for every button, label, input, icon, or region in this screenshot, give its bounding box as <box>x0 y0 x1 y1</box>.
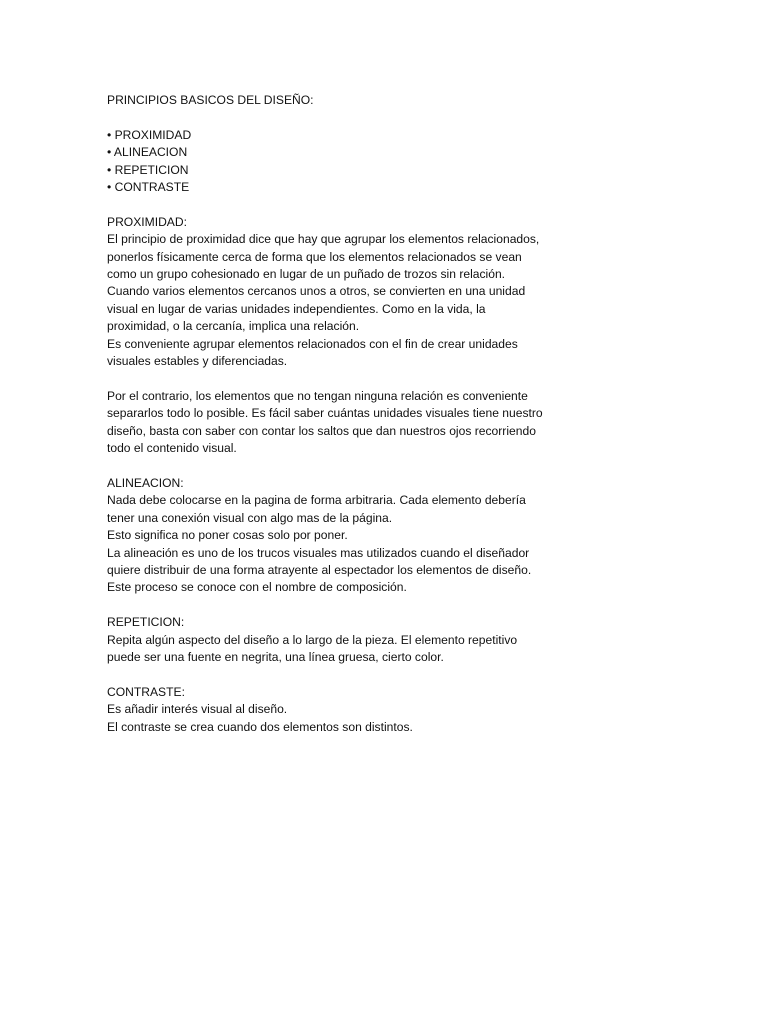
paragraph-line: proximidad, o la cercanía, implica una relación. <box>107 319 360 334</box>
paragraph-line: Es añadir interés visual al diseño. <box>107 702 288 717</box>
document-page <box>107 92 547 736</box>
section-proximidad <box>107 214 547 458</box>
spacer <box>107 196 547 213</box>
list-item-alineacion: • ALINEACION <box>107 145 188 160</box>
paragraph-line: El contraste se crea cuando dos elementos son distintos. <box>107 719 413 734</box>
spacer <box>107 370 547 387</box>
list-item-repeticion: • REPETICION <box>107 162 189 177</box>
paragraph-line: quiere distribuir de una forma atrayente al espectador los elementos de diseño. <box>107 562 532 577</box>
paragraph-line: como un grupo cohesionado en lugar de un puñado de trozos sin relación. <box>107 267 506 282</box>
paragraph-line: Cuando varios elementos cercanos unos a otros, se convierten en una unidad <box>107 284 526 299</box>
paragraph-line: La alineación es uno de los trucos visuales mas utilizados cuando el diseñador <box>107 545 530 560</box>
paragraph-line: Es conveniente agrupar elementos relacionados con el fin de crear unidades <box>107 336 518 351</box>
paragraph-line: Este proceso se conoce con el nombre de composición. <box>107 580 407 595</box>
paragraph-line: puede ser una fuente en negrita, una línea gruesa, cierto color. <box>107 649 444 664</box>
paragraph-line: El principio de proximidad dice que hay que agrupar los elementos relacionados, <box>107 232 540 247</box>
section-heading: PROXIMIDAD: <box>107 214 187 229</box>
list-item-contraste: • CONTRASTE <box>107 180 190 195</box>
paragraph-line: diseño, basta con saber con contar los saltos que dan nuestros ojos recorriendo <box>107 423 536 438</box>
document-title: PRINCIPIOS BASICOS DEL DISEÑO: <box>107 93 314 107</box>
spacer <box>107 666 547 683</box>
spacer <box>107 109 547 126</box>
spacer <box>107 457 547 474</box>
paragraph-line: Nada debe colocarse en la pagina de forma arbitraria. Cada elemento debería <box>107 493 526 508</box>
paragraph-line: Esto significa no poner cosas solo por poner. <box>107 528 348 543</box>
list-item-proximidad: • PROXIMIDAD <box>107 127 192 142</box>
section-repeticion <box>107 614 547 666</box>
spacer <box>107 597 547 614</box>
section-heading: REPETICION: <box>107 615 185 630</box>
section-contraste <box>107 684 547 736</box>
paragraph-line: tener una conexión visual con algo mas de la página. <box>107 510 393 525</box>
principles-list <box>107 127 547 197</box>
paragraph-line: todo el contenido visual. <box>107 441 237 456</box>
section-heading: CONTRASTE: <box>107 684 185 699</box>
paragraph-line: Repita algún aspecto del diseño a lo largo de la pieza. El elemento repetitivo <box>107 632 518 647</box>
paragraph-line: separarlos todo lo posible. Es fácil saber cuántas unidades visuales tiene nuestro <box>107 406 543 421</box>
paragraph-line: visual en lugar de varias unidades independientes. Como en la vida, la <box>107 301 486 316</box>
section-heading: ALINEACION: <box>107 475 184 490</box>
paragraph-line: visuales estables y diferenciadas. <box>107 354 288 369</box>
paragraph-line: Por el contrario, los elementos que no tengan ninguna relación es conveniente <box>107 388 528 403</box>
section-alineacion <box>107 475 547 597</box>
paragraph-line: ponerlos físicamente cerca de forma que los elementos relacionados se vean <box>107 249 522 264</box>
